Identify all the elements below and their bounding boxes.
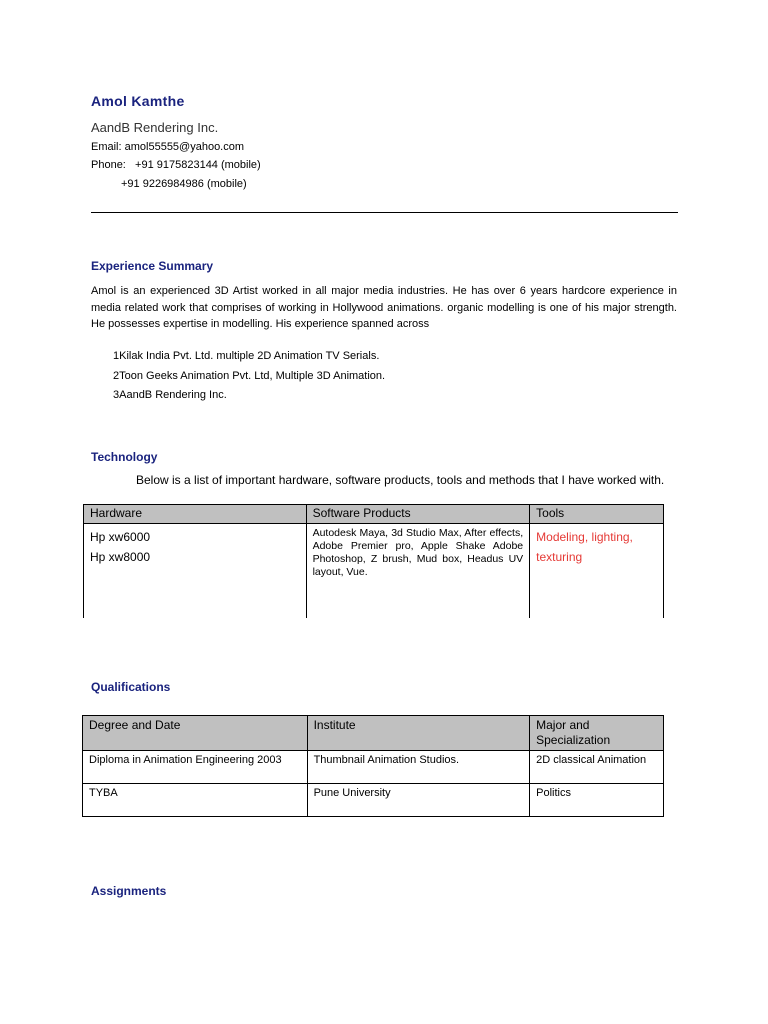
column-header-tools: Tools — [530, 505, 664, 524]
major-cell: 2D classical Animation — [530, 751, 664, 784]
software-cell: Autodesk Maya, 3d Studio Max, After effects, Adobe Premier pro, Apple Shake Adobe Photoshop, Z brush, Mud box, Headus UV layout, Vue. — [306, 524, 530, 619]
technology-table — [83, 504, 664, 618]
column-header-software: Software Products — [306, 505, 530, 524]
major-cell: Politics — [530, 784, 664, 817]
tools-cell: Modeling, lighting, texturing — [530, 524, 664, 619]
column-header-major: Major and Specialization — [530, 716, 664, 751]
institute-cell: Pune University — [307, 784, 530, 817]
hardware-cell — [84, 524, 307, 619]
email-line: Email: amol55555@yahoo.com — [91, 141, 245, 153]
table-row — [84, 524, 664, 619]
experience-heading: Experience Summary — [91, 259, 214, 273]
phone-line: Phone: +91 9175823144 (mobile) — [91, 159, 261, 171]
qualifications-table-header — [83, 716, 664, 751]
header-divider — [91, 212, 678, 213]
table-row — [83, 784, 664, 817]
hardware-item: Hp xw6000 — [90, 530, 151, 544]
table-row — [83, 751, 664, 784]
assignments-heading: Assignments — [91, 884, 167, 898]
column-header-institute: Institute — [307, 716, 530, 751]
degree-cell: Diploma in Animation Engineering 2003 — [83, 751, 308, 784]
hardware-item: Hp xw8000 — [90, 550, 151, 564]
degree-cell: TYBA — [83, 784, 308, 817]
column-header-degree: Degree and Date — [83, 716, 308, 751]
experience-summary: Amol is an experienced 3D Artist worked in all major media industries. He has over 6 years hardcore experience in media related work that comprises of working in Hollywood animations. organic modelling is one of his major strength. He possesses expertise in modelling. His experience spanned across — [91, 285, 677, 330]
experience-item: 3AandB Rendering Inc. — [113, 389, 227, 401]
company-name: AandB Rendering Inc. — [91, 120, 219, 135]
experience-item: 1Kilak India Pvt. Ltd. multiple 2D Animation TV Serials. — [113, 350, 380, 362]
institute-cell: Thumbnail Animation Studios. — [307, 751, 530, 784]
technology-intro: Below is a list of important hardware, software products, tools and methods that I have worked with. — [136, 473, 665, 487]
qualifications-table — [82, 715, 664, 817]
column-header-hardware: Hardware — [84, 505, 307, 524]
technology-heading: Technology — [91, 450, 158, 464]
phone-line-2: +91 9226984986 (mobile) — [121, 178, 247, 190]
qualifications-heading: Qualifications — [91, 680, 171, 694]
technology-table-header — [84, 505, 664, 524]
experience-item: 2Toon Geeks Animation Pvt. Ltd, Multiple 3D Animation. — [113, 370, 386, 382]
candidate-name: Amol Kamthe — [91, 93, 185, 109]
